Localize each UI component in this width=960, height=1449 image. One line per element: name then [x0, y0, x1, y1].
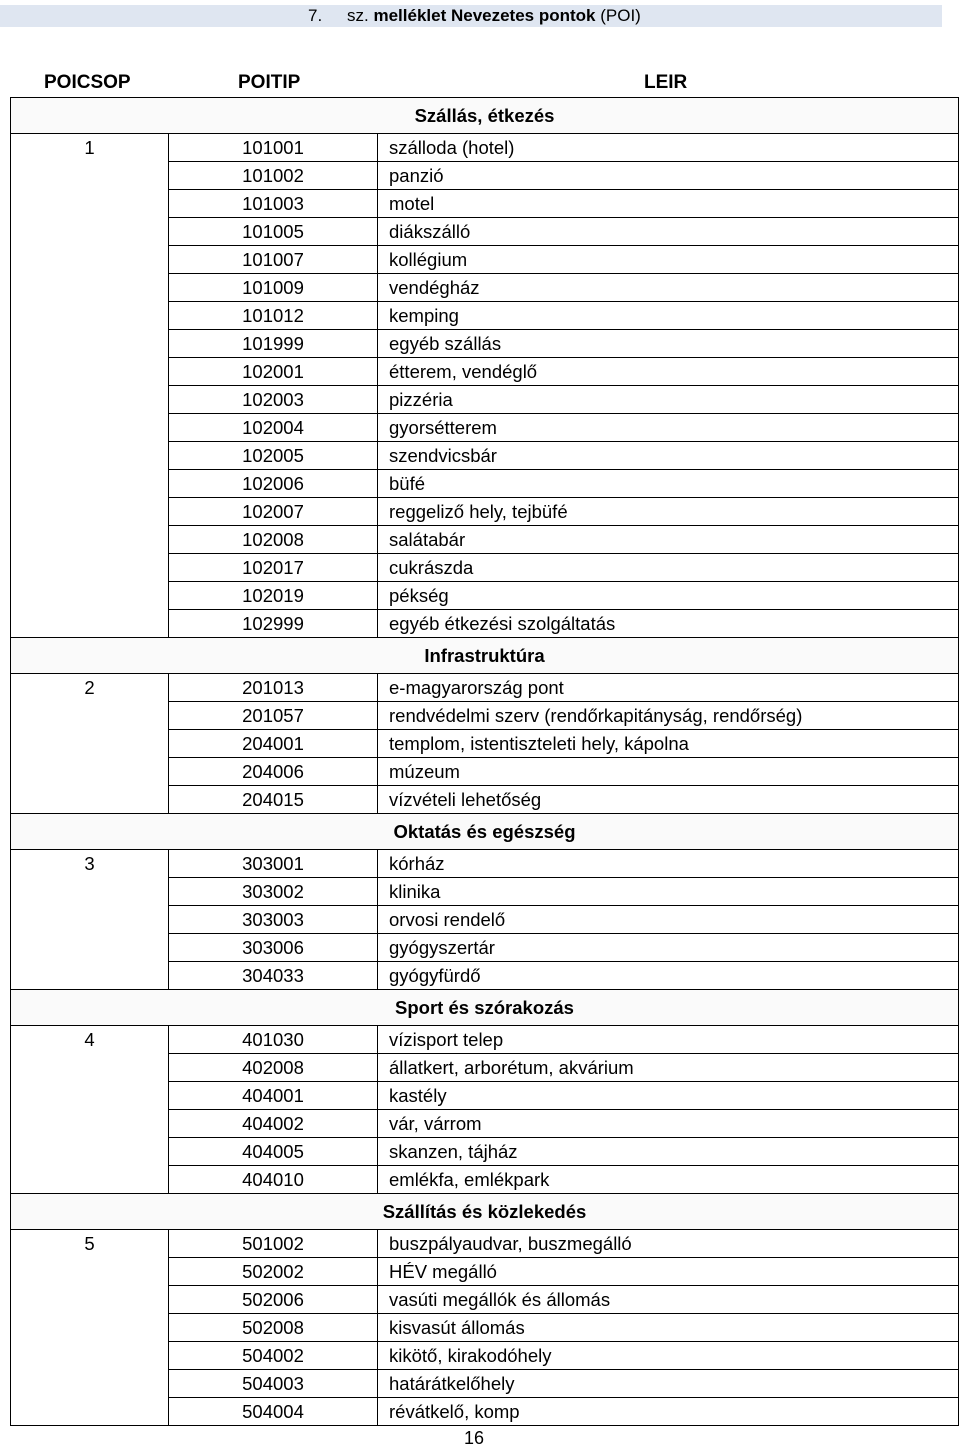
poi-description: klinika [378, 878, 959, 906]
poi-description: e-magyarország pont [378, 674, 959, 702]
poi-code: 102017 [169, 554, 378, 582]
poi-description: vár, várrom [378, 1110, 959, 1138]
poi-code: 502006 [169, 1286, 378, 1314]
group-number: 2 [11, 674, 169, 814]
poi-code: 201013 [169, 674, 378, 702]
poi-description: kemping [378, 302, 959, 330]
poi-code: 102006 [169, 470, 378, 498]
poi-code: 204001 [169, 730, 378, 758]
poi-code: 101009 [169, 274, 378, 302]
poi-description: skanzen, tájház [378, 1138, 959, 1166]
group-number: 3 [11, 850, 169, 990]
poi-description: diákszálló [378, 218, 959, 246]
poi-code: 304033 [169, 962, 378, 990]
poi-table-body [11, 98, 959, 1426]
poi-code: 204015 [169, 786, 378, 814]
poi-code: 101012 [169, 302, 378, 330]
poi-code: 101003 [169, 190, 378, 218]
poi-code: 501002 [169, 1230, 378, 1258]
poi-code: 303001 [169, 850, 378, 878]
poi-description: kórház [378, 850, 959, 878]
section-title: Szállás, étkezés [11, 98, 959, 134]
document-title [0, 5, 942, 27]
poi-description: kikötő, kirakodóhely [378, 1342, 959, 1370]
poi-description: állatkert, arborétum, akvárium [378, 1054, 959, 1082]
poi-description: emlékfa, emlékpark [378, 1166, 959, 1194]
poi-code: 204006 [169, 758, 378, 786]
poi-code: 201057 [169, 702, 378, 730]
table-row [11, 674, 959, 702]
poi-code: 101005 [169, 218, 378, 246]
poi-code: 303006 [169, 934, 378, 962]
poi-description: pékség [378, 582, 959, 610]
poi-description: étterem, vendéglő [378, 358, 959, 386]
poi-code: 402008 [169, 1054, 378, 1082]
poi-description: HÉV megálló [378, 1258, 959, 1286]
poi-description: buszpályaudvar, buszmegálló [378, 1230, 959, 1258]
poi-code: 101002 [169, 162, 378, 190]
table-row [11, 850, 959, 878]
poi-code: 303002 [169, 878, 378, 906]
poi-description: rendvédelmi szerv (rendőrkapitányság, rendőrség) [378, 702, 959, 730]
poi-table [10, 97, 959, 1426]
group-number: 4 [11, 1026, 169, 1194]
poi-code: 102004 [169, 414, 378, 442]
header-poitip: POITIP [238, 72, 301, 93]
poi-code: 102003 [169, 386, 378, 414]
column-headers [0, 72, 960, 98]
poi-code: 502008 [169, 1314, 378, 1342]
poi-description: szálloda (hotel) [378, 134, 959, 162]
poi-code: 102999 [169, 610, 378, 638]
poi-description: egyéb szállás [378, 330, 959, 358]
table-row [11, 1026, 959, 1054]
poi-code: 303003 [169, 906, 378, 934]
poi-code: 504002 [169, 1342, 378, 1370]
poi-code: 401030 [169, 1026, 378, 1054]
poi-description: egyéb étkezési szolgáltatás [378, 610, 959, 638]
title-text [347, 5, 641, 27]
poi-code: 404002 [169, 1110, 378, 1138]
title-suffix: (POI) [595, 6, 641, 25]
poi-description: gyorsétterem [378, 414, 959, 442]
poi-description: határátkelőhely [378, 1370, 959, 1398]
poi-description: templom, istentiszteleti hely, kápolna [378, 730, 959, 758]
title-bold: melléklet Nevezetes pontok [373, 6, 596, 25]
poi-code: 102008 [169, 526, 378, 554]
title-prefix: sz. [347, 6, 369, 25]
section-header [11, 990, 959, 1026]
poi-description: gyógyszertár [378, 934, 959, 962]
poi-description: révátkelő, komp [378, 1398, 959, 1426]
poi-code: 504004 [169, 1398, 378, 1426]
poi-code: 102005 [169, 442, 378, 470]
poi-description: kisvasút állomás [378, 1314, 959, 1342]
poi-code: 101007 [169, 246, 378, 274]
section-title: Oktatás és egészség [11, 814, 959, 850]
group-number: 5 [11, 1230, 169, 1426]
poi-code: 404010 [169, 1166, 378, 1194]
poi-description: vízisport telep [378, 1026, 959, 1054]
poi-description: kastély [378, 1082, 959, 1110]
poi-code: 101999 [169, 330, 378, 358]
section-header [11, 1194, 959, 1230]
poi-description: motel [378, 190, 959, 218]
section-title: Szállítás és közlekedés [11, 1194, 959, 1230]
poi-code: 102019 [169, 582, 378, 610]
section-title: Sport és szórakozás [11, 990, 959, 1026]
group-number: 1 [11, 134, 169, 638]
poi-code: 102001 [169, 358, 378, 386]
section-title: Infrastruktúra [11, 638, 959, 674]
poi-description: pizzéria [378, 386, 959, 414]
section-header [11, 814, 959, 850]
poi-description: kollégium [378, 246, 959, 274]
poi-code: 102007 [169, 498, 378, 526]
poi-description: vendégház [378, 274, 959, 302]
poi-code: 504003 [169, 1370, 378, 1398]
header-poicsop: POICSOP [44, 72, 131, 93]
table-row [11, 134, 959, 162]
poi-description: panzió [378, 162, 959, 190]
poi-description: büfé [378, 470, 959, 498]
title-number: 7. [308, 6, 323, 25]
header-leir: LEIR [644, 72, 688, 93]
poi-description: salátabár [378, 526, 959, 554]
poi-code: 404005 [169, 1138, 378, 1166]
poi-description: múzeum [378, 758, 959, 786]
poi-description: szendvicsbár [378, 442, 959, 470]
poi-description: cukrászda [378, 554, 959, 582]
poi-description: reggeliző hely, tejbüfé [378, 498, 959, 526]
poi-description: orvosi rendelő [378, 906, 959, 934]
poi-code: 404001 [169, 1082, 378, 1110]
poi-description: vízvételi lehetőség [378, 786, 959, 814]
section-header [11, 638, 959, 674]
poi-code: 502002 [169, 1258, 378, 1286]
poi-description: vasúti megállók és állomás [378, 1286, 959, 1314]
poi-description: gyógyfürdő [378, 962, 959, 990]
poi-code: 101001 [169, 134, 378, 162]
page-number: 16 [463, 1428, 485, 1448]
section-header [11, 98, 959, 134]
table-row [11, 1230, 959, 1258]
